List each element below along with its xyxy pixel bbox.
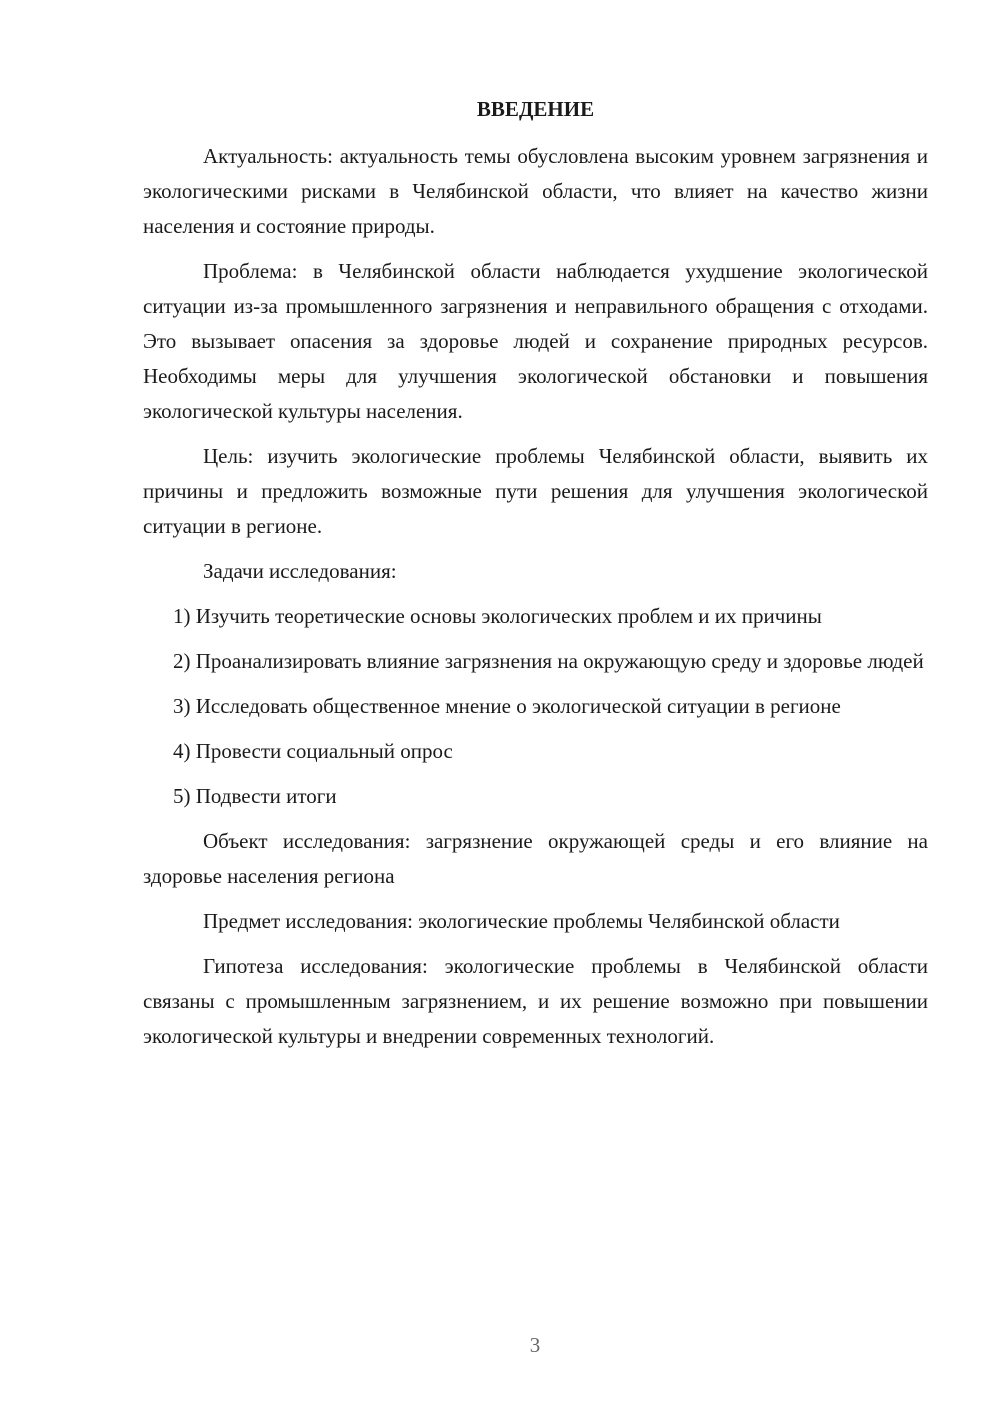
paragraph-relevance: Актуальность: актуальность темы обусловлена высоким уровнем загрязнения и экологическими рисками в Челябинской области, что влияет на качество жизни населения и состояние природы.	[143, 144, 928, 238]
task-item: 1) Изучить теоретические основы экологических проблем и их причины	[173, 604, 822, 628]
task-item: 3) Исследовать общественное мнение о экологической ситуации в регионе	[173, 694, 841, 718]
task-item: 2) Проанализировать влияние загрязнения на окружающую среду и здоровье людей	[173, 649, 924, 673]
document-page	[143, 92, 928, 1064]
paragraph-hypothesis: Гипотеза исследования: экологические проблемы в Челябинской области связаны с промышленным загрязнением, и их решение возможно при повышении экологической культуры и внедрении современных технологий.	[143, 954, 928, 1048]
paragraph-problem: Проблема: в Челябинской области наблюдается ухудшение экологической ситуации из-за промышленного загрязнения и неправильного обращения с отходами. Это вызывает опасения за здоровье людей и сохранение природных ресурсов. Необходимы меры для улучшения экологической обстановки и повышения экологической культуры населения.	[143, 259, 928, 423]
page-number: 3	[529, 1333, 541, 1357]
task-item: 4) Провести социальный опрос	[173, 739, 453, 763]
paragraph-goal: Цель: изучить экологические проблемы Челябинской области, выявить их причины и предложить возможные пути решения для улучшения экологической ситуации в регионе.	[143, 444, 928, 538]
task-item: 5) Подвести итоги	[173, 784, 337, 808]
paragraph-subject: Предмет исследования: экологические проблемы Челябинской области	[203, 909, 840, 933]
paragraph-object: Объект исследования: загрязнение окружающей среды и его влияние на здоровье населения региона	[143, 829, 928, 888]
paragraph-tasks-heading: Задачи исследования:	[203, 559, 397, 583]
section-title: ВВЕДЕНИЕ	[476, 97, 595, 121]
